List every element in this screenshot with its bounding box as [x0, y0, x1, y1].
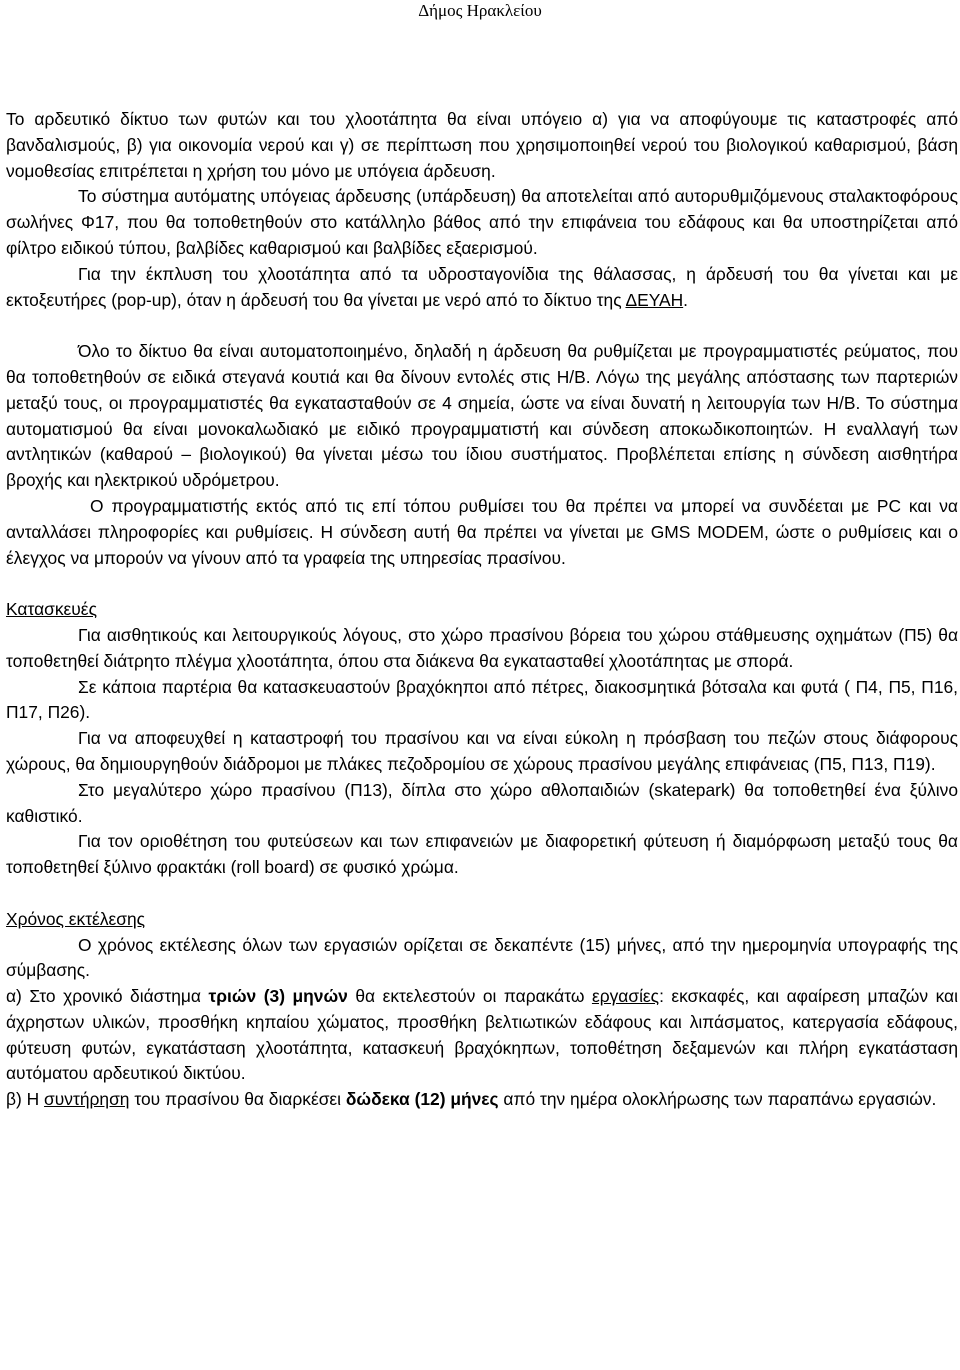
deyah-abbreviation: ΔΕΥΑΗ	[625, 289, 684, 310]
paragraph-rock-gardens: Σε κάποια παρτέρια θα κατασκευαστούν βραχόκηποι από πέτρες, διακοσμητικά βότσαλα και φυτά ( Π4, Π5, Π16, Π17, Π26).	[6, 676, 958, 723]
section-heading-schedule: Χρόνος εκτέλεσης	[6, 908, 146, 929]
phase-a-works-label: εργασίες	[591, 986, 660, 1007]
paragraph-controller: Ο προγραμματιστής εκτός από τις επί τόπου ρυθμίσει του θα πρέπει να μπορεί να συνδέεται με PC και να ανταλλάσει πληροφορίες και ρυθμίσεις. Η σύνδεση αυτή θα πρέπει να γίνεται με GMS MODEM, ώστε ο ρυθμίσεις και ο έλεγχος να μπορούν να γίνουν από τα γραφεία της υπηρεσίας πρασίνου.	[6, 495, 958, 568]
paragraph-phase-a	[6, 984, 958, 1087]
phase-a-works-list: : εκσκαφές, και αφαίρεση μπαζών και άχρηστων υλικών, προσθήκη κηπαίου χώματος, προσθήκη βελτιωτικών εδάφους και λιπάσματος, κατεργασία εδάφους, φύτευση φυτών, εγκατάσταση χλοοτάπητα, κατασκευή βραχόκηπων, τοποθέτηση δεξαμενών και πλήρη εγκατάσταση αυτόματου αρδευτικού δικτύου.	[6, 986, 958, 1084]
paragraph-automation: Όλο το δίκτυο θα είναι αυτοματοποιημένο, δηλαδή η άρδευση θα ρυθμίζεται με προγραμματιστές ρεύματος, που θα τοποθετηθούν σε ειδικά στεγανά κουτιά και θα δίνουν εντολές στις Η/Β. Λόγω της μεγάλης απόστασης των παρτεριών μεταξύ τους, οι προγραμματιστές θα εγκατασταθούν σε 4 σημεία, ώστε να είναι δυνατή η λειτουργία των Η/Β. Το σύστημα αυτοματισμού θα είναι μονοκαλωδιακό με ειδικό προγραμματιστή και σύνδεση αποκωδικοποιητών. Η εναλλαγή των αντλητικών (καθαρού – βιολογικού) θα γίνεται μέσω του ίδιου συστήματος. Προβλέπεται επίσης η σύνδεση αισθητήρα βροχής και ηλεκτρικού υδρόμετρου.	[6, 341, 958, 491]
phase-b-start: β) Η	[6, 1089, 45, 1110]
document-body	[6, 107, 958, 1113]
header-title: Δήμος Ηρακλείου	[418, 1, 542, 20]
paragraph-grass-grid: Για αισθητικούς και λειτουργικούς λόγους, στο χώρο πρασίνου βόρεια του χώρου στάθμευσης οχημάτων (Π5) θα τοποθετηθεί διάτρητο πλέγμα χλοοτάπητα, όπου στα διάκενα θα εγκατασταθεί χλοοτάπητας με σπορά.	[6, 624, 958, 671]
paragraph-duration: Ο χρόνος εκτέλεσης όλων των εργασιών ορίζεται σε δεκαπέντε (15) μήνες, από την ημερομηνία υπογραφής της σύμβασης.	[6, 934, 958, 981]
paragraph-drip-system: Το σύστημα αυτόματης υπόγειας άρδευσης (υπάρδευση) θα αποτελείται από αυτορυθμιζόμενους σταλακτοφόρους σωλήνες Φ17, που θα τοποθετηθούν στο κατάλληλο βάθος από την επιφάνεια του εδάφους και θα υποστηρίζεται από φίλτρο ειδικού τύπου, βαλβίδες καθαρισμού και βαλβίδες εξαερισμού.	[6, 186, 958, 258]
paragraph-wooden-seating: Στο μεγαλύτερο χώρο πρασίνου (Π13), δίπλα στο χώρο αθλοπαιδιών (skatepark) θα τοποθετηθεί ένα ξύλινο καθιστικό.	[6, 779, 958, 826]
paragraph-text: Για την έκπλυση του χλοοτάπητα από τα υδροσταγονίδια της θάλασσας, η άρδευσή του θα γίνεται και με εκτοξευτήρες (pop-up), όταν η άρδευσή του θα γίνεται με νερό από το δίκτυο της	[6, 263, 958, 310]
phase-a-mid: θα εκτελεστούν οι παρακάτω	[347, 986, 592, 1007]
phase-b-rest: από την ημέρα ολοκλήρωσης των παραπάνω εργασιών.	[498, 1089, 937, 1110]
section-heading-construction: Κατασκευές	[6, 599, 97, 620]
phase-b-duration: δώδεκα (12) μήνες	[345, 1089, 499, 1110]
paragraph-walkways: Για να αποφευχθεί η καταστροφή του πρασίνου και να είναι εύκολη η πρόσβαση του πεζών στους διάφορους χώρους, θα δημιουργηθούν διάδρομοι με πλάκες πεζοδρομίου σε χώρους πρασίνου μεγάλης επιφάνειας (Π5, Π13, Π19).	[6, 728, 958, 774]
phase-a-start: α) Στο χρονικό διάστημα	[6, 986, 209, 1007]
paragraph-roll-board: Για τον οριοθέτηση του φυτεύσεων και των επιφανειών με διαφορετική φύτευση ή διαμόρφωση μεταξύ τους θα τοποθετηθεί ξύλινο φρακτάκι (roll board) σε φυσικό χρώμα.	[6, 831, 958, 878]
paragraph-popup-sprinklers	[6, 262, 958, 314]
paragraph-end: .	[683, 289, 689, 310]
paragraph-phase-b	[6, 1087, 958, 1113]
paragraph-underground-irrigation: Το αρδευτικό δίκτυο των φυτών και του χλοοτάπητα θα είναι υπόγειο α) για να αποφύγουμε τις καταστροφές από βανδαλισμούς, β) για οικονομία νερού και γ) σε περίπτωση που χρησιμοποιηθεί νερού του βιολογικού καθαρισμού, βάση νομοθεσίας επιτρέπεται η χρήση του μόνο με υπόγεια άρδευση.	[6, 109, 958, 181]
page-header	[0, 0, 960, 22]
phase-b-maintenance-label: συντήρηση	[44, 1089, 130, 1110]
phase-a-duration: τριών (3) μηνών	[208, 986, 348, 1007]
phase-b-mid: του πρασίνου θα διαρκέσει	[129, 1089, 346, 1110]
